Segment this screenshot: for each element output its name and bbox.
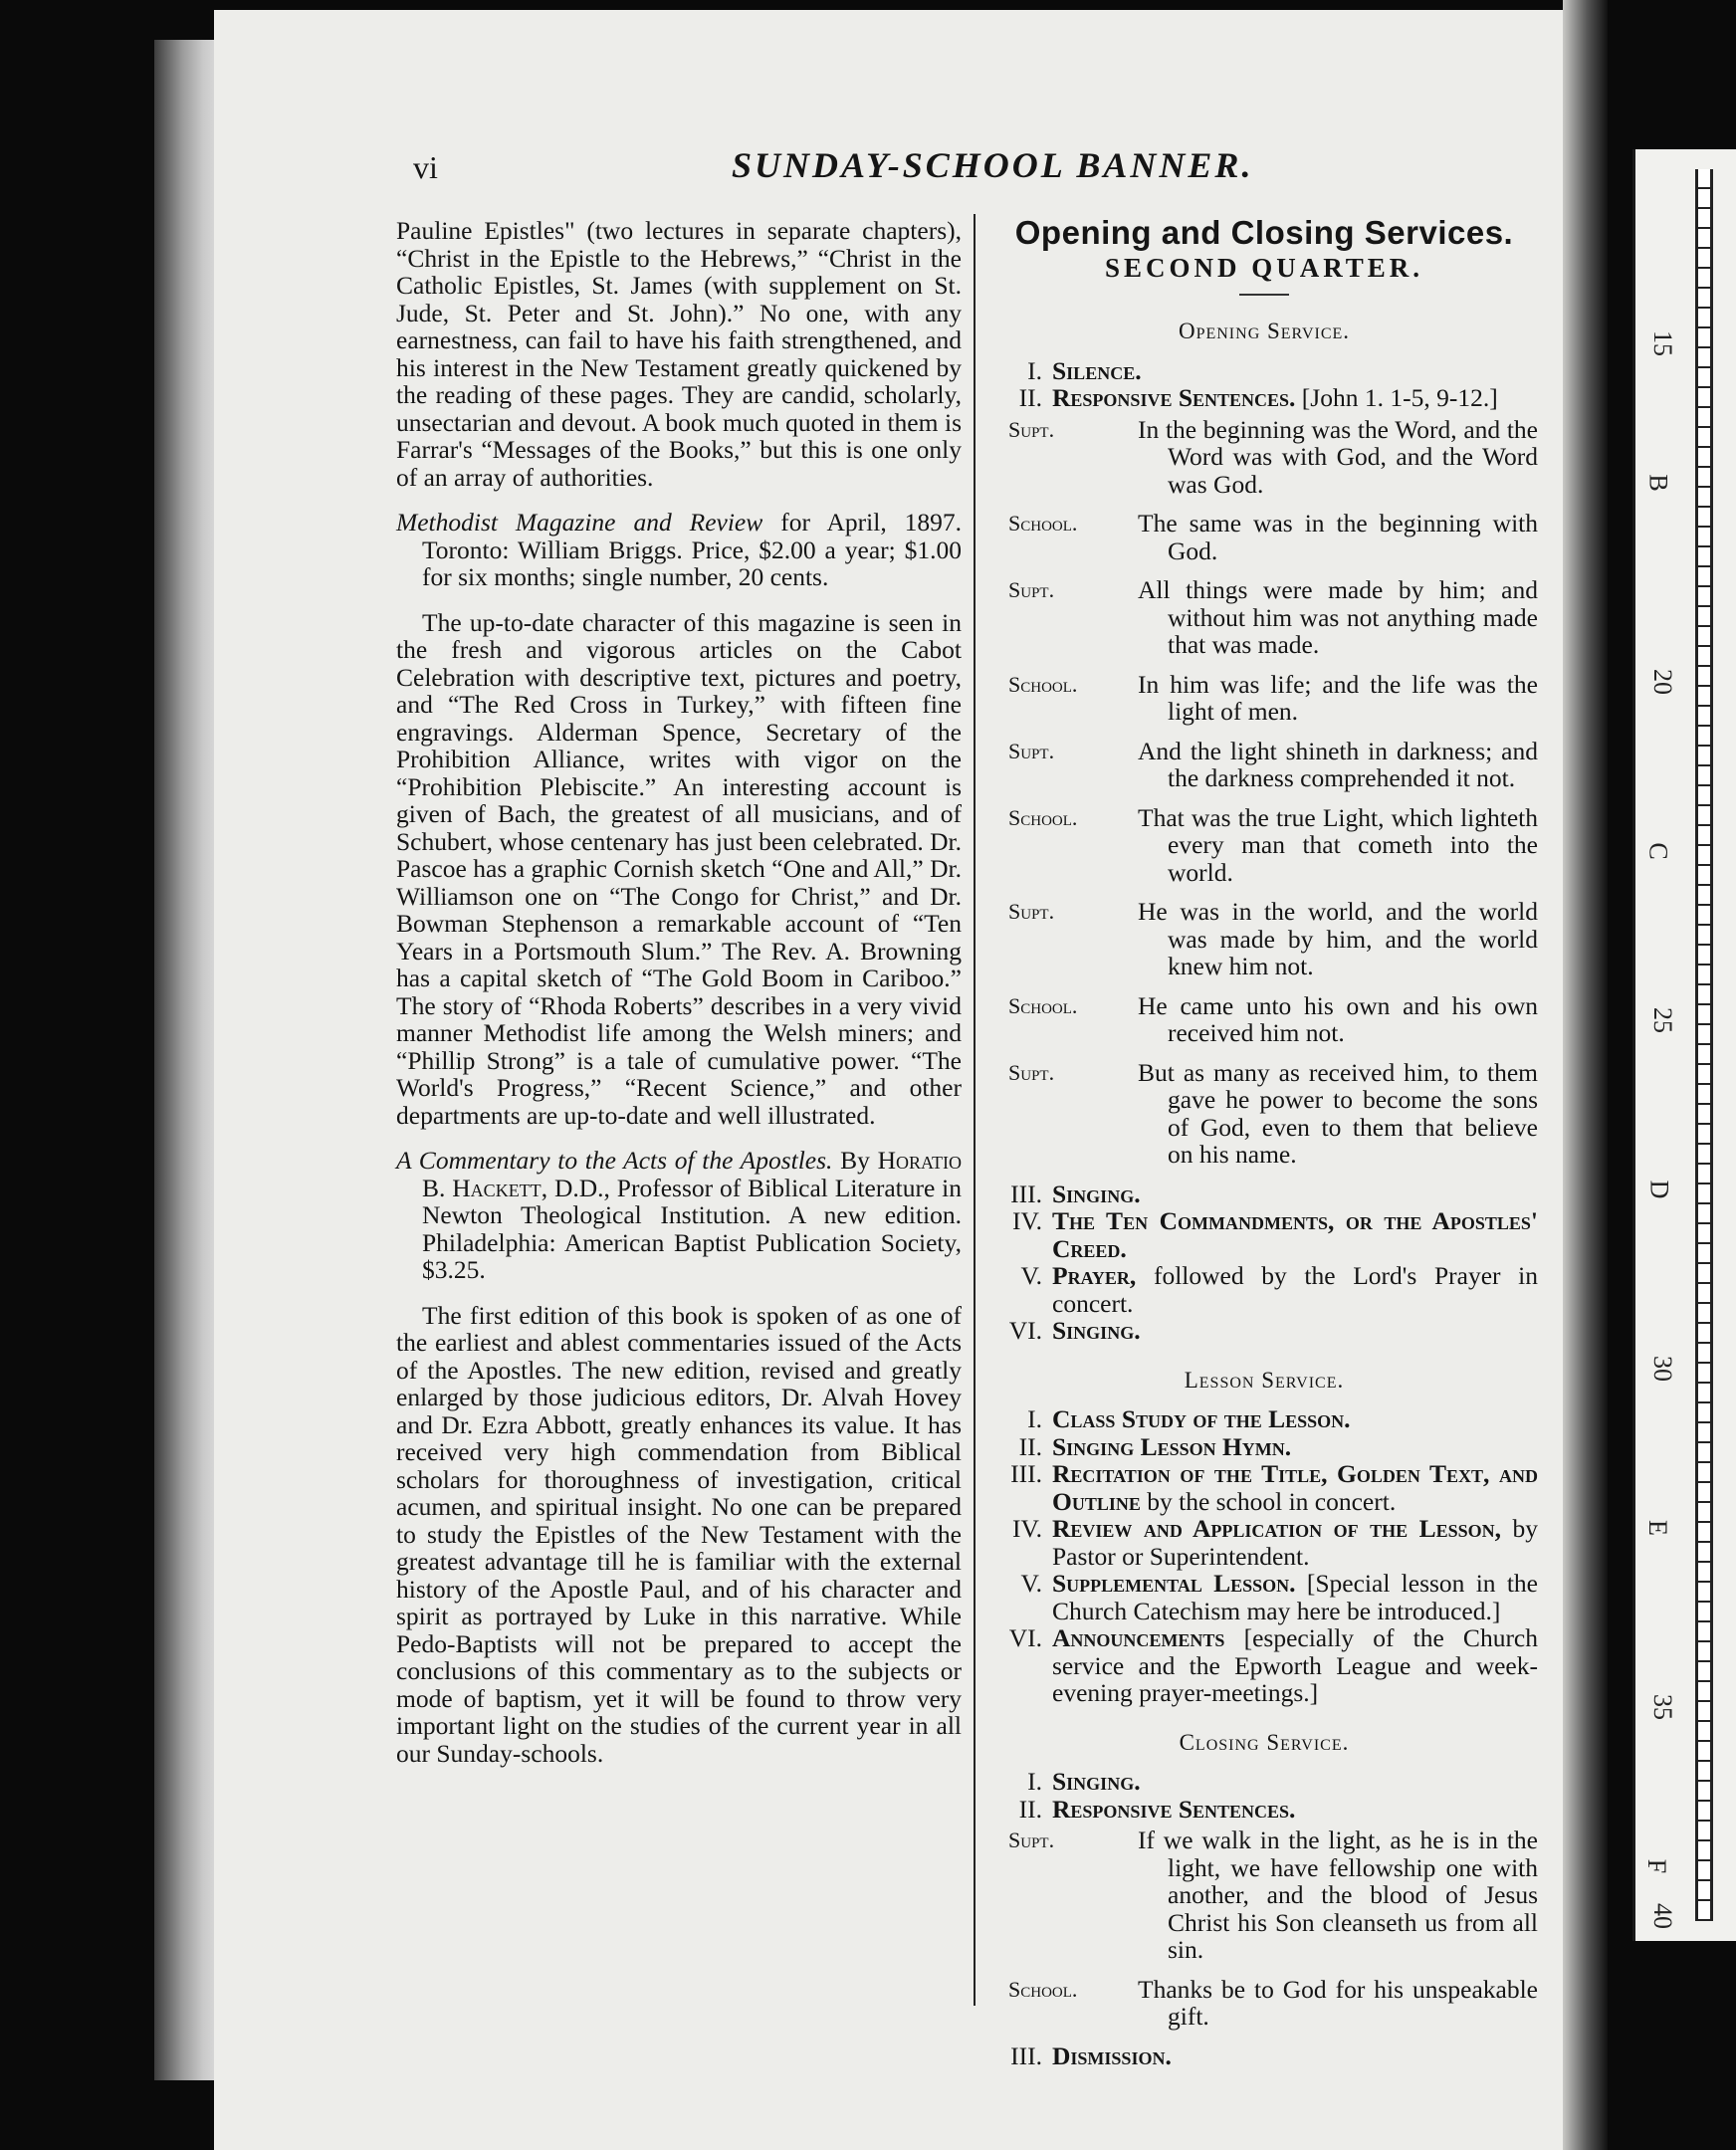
service-item [990, 1515, 1538, 1570]
closing-service-heading: Closing Service. [1179, 1729, 1350, 1755]
response-line [990, 1976, 1538, 2031]
response-line [990, 898, 1538, 980]
speaker: Supt. [1008, 738, 1055, 763]
map-strip [1632, 149, 1736, 1941]
item-number: IV. [1012, 1514, 1042, 1543]
item-detail: [especially of the Church service and the Epworth League and week-evening prayer-meetings.] [1052, 1623, 1538, 1707]
speaker: School. [1008, 804, 1078, 830]
speaker: Supt. [1008, 416, 1055, 442]
entry-author: Horatio B. Hackett [422, 1146, 963, 1202]
service-item [990, 1796, 1538, 1824]
map-border-rail [1695, 169, 1713, 1921]
page-number: vi [413, 149, 438, 185]
speaker: School. [1008, 511, 1078, 536]
item-heading: Class Study of the Lesson. [1052, 1404, 1351, 1433]
response-text: The same was in the beginning with God. [1138, 509, 1538, 565]
service-item [990, 1181, 1538, 1208]
map-label: B [1643, 474, 1673, 492]
map-label: D [1644, 1180, 1674, 1199]
entry-by: By [840, 1146, 870, 1175]
item-heading: The Ten Commandments, or the Apostles' Creed. [1052, 1206, 1538, 1263]
service-item [990, 357, 1538, 385]
item-number: V. [1020, 1261, 1042, 1290]
response-text: Thanks be to God for his unspeakable gift. [1138, 1974, 1538, 2031]
speaker: School. [1008, 992, 1078, 1018]
speaker: School. [1008, 671, 1078, 697]
item-detail: by Pastor or Superintendent. [1052, 1514, 1539, 1571]
item-heading: Dismission. [1052, 2041, 1172, 2070]
item-number: VI. [1008, 1316, 1042, 1345]
item-heading: Singing. [1052, 1316, 1141, 1345]
response-text: That was the true Light, which lighteth every man that cometh into the world. [1138, 802, 1538, 887]
item-number: VI. [1008, 1623, 1042, 1652]
review-paragraph: The first edition of this book is spoken of as one of the earliest and ablest commentaries issued of the Acts of the Apostles. The new edition, revised and greatly enlarged by those judicious editors, Dr. Alvah Hovey and Dr. Ezra Abbott, greatly enhances its value. It has received very high commendation from Biblical scholars for thoroughness of investigation, critical acumen, and spiritual insight. No one can be prepared to study the Epistles of the New Testament with the greatest advantage till he is familiar with the external history of the Apostle Paul, and of his character and spirit as portrayed by Luke in this narrative. While Pedo-Baptists will not be prepared to accept the conclusions of this commentary as to the subjects or mode of baptism, yet it will be found to throw very important light on the studies of the current year in all our Sunday-schools. [396, 1300, 962, 1768]
short-rule [1239, 294, 1289, 296]
book-entry [396, 509, 962, 591]
services-title: Opening and Closing Services. [1014, 214, 1514, 251]
book-entry [396, 1147, 962, 1284]
service-item [990, 1460, 1538, 1515]
response-line [990, 992, 1538, 1047]
item-detail: followed by the Lord's Prayer in concert. [1052, 1261, 1538, 1318]
service-item [990, 1317, 1538, 1345]
speaker: School. [1008, 1976, 1078, 2002]
service-item [990, 1207, 1538, 1262]
response-line [990, 1827, 1538, 1964]
item-heading: Review and Application of the Lesson, [1052, 1514, 1502, 1543]
item-number: III. [1010, 1459, 1042, 1488]
quarter-subtitle: SECOND QUARTER. [1104, 252, 1424, 283]
response-text: In him was life; and the life was the light of men. [1138, 669, 1538, 726]
item-heading: Recitation of the Title, Golden Text, and Outline [1052, 1459, 1538, 1516]
response-text: And the light shineth in darkness; and the darkness comprehended it not. [1138, 736, 1538, 792]
item-heading: Supplemental Lesson. [1052, 1569, 1296, 1598]
response-line [990, 671, 1538, 726]
map-label: F [1642, 1858, 1672, 1874]
map-label: 15 [1648, 330, 1677, 356]
service-item [990, 384, 1538, 412]
item-detail: [Special lesson in the Church Catechism may here be introduced.] [1052, 1569, 1538, 1625]
item-number: II. [1018, 383, 1042, 412]
map-label: C [1643, 842, 1673, 860]
response-line [990, 738, 1538, 792]
item-heading: Responsive Sentences. [1052, 1794, 1296, 1824]
service-item [990, 1433, 1538, 1461]
right-column [990, 214, 1539, 2070]
running-title: SUNDAY-SCHOOL BANNER. [732, 145, 1254, 185]
response-line [990, 804, 1538, 887]
speaker: Supt. [1008, 1828, 1055, 1852]
response-line [990, 416, 1538, 499]
item-heading: Announcements [1052, 1623, 1225, 1652]
map-label: 30 [1648, 1356, 1677, 1382]
map-label: 35 [1648, 1694, 1677, 1720]
left-column [396, 217, 962, 1785]
response-text: He was in the world, and the world was made by him, and the world knew him not. [1138, 897, 1538, 980]
map-label: E [1642, 1520, 1672, 1536]
entry-details: , D.D., Professor of Biblical Literature in Newton Theological Institution. A new edition. Philadelphia: American Baptist Publication Society, $3.25. [422, 1173, 962, 1284]
service-item [990, 1624, 1538, 1707]
speaker: Supt. [1008, 1059, 1055, 1085]
response-line [990, 576, 1538, 659]
item-number: I. [1027, 355, 1042, 385]
item-number: I. [1027, 1404, 1042, 1433]
item-detail: by the school in concert. [1140, 1486, 1397, 1516]
map-label: 40 [1648, 1903, 1677, 1929]
opening-service-heading: Opening Service. [1178, 319, 1351, 343]
service-item [990, 1768, 1538, 1796]
entry-title: A Commentary to the Acts of the Apostles. [396, 1146, 833, 1175]
book-gutter [1563, 0, 1608, 2150]
item-heading: Singing. [1052, 1179, 1141, 1208]
item-heading: Prayer, [1052, 1261, 1137, 1290]
column-rule [974, 214, 976, 2006]
service-item [990, 1262, 1538, 1317]
item-number: II. [1018, 1431, 1042, 1461]
item-number: II. [1018, 1794, 1042, 1824]
entry-title: Methodist Magazine and Review [396, 508, 763, 537]
response-text: If we walk in the light, as he is in the light, we have fellowship one with another, and the blood of Jesus Christ his Son cleanseth us from all sin. [1138, 1826, 1538, 1964]
response-line [990, 510, 1538, 564]
item-number: III. [1010, 1179, 1042, 1208]
service-item [990, 2042, 1538, 2070]
item-number: III. [1010, 2041, 1042, 2070]
response-text: He came unto his own and his own received him not. [1138, 990, 1538, 1047]
item-heading: Silence. [1052, 355, 1142, 385]
item-number: IV. [1012, 1206, 1042, 1235]
speaker: Supt. [1008, 899, 1055, 924]
item-heading: Responsive Sentences. [1052, 383, 1296, 412]
response-text: But as many as received him, to them gave he power to become the sons of God, even to them that believe on his name. [1138, 1057, 1538, 1169]
entry-details: for April, 1897. Toronto: William Briggs. Price, $2.00 a year; $1.00 for six months; single number, 20 cents. [422, 508, 963, 591]
item-heading: Singing. [1052, 1767, 1141, 1796]
service-item [990, 1405, 1538, 1433]
response-text: All things were made by him; and without him was not anything made that was made. [1138, 575, 1538, 659]
map-label: 25 [1648, 1007, 1677, 1033]
service-item [990, 1570, 1538, 1624]
lesson-service-heading: Lesson Service. [1184, 1367, 1345, 1393]
speaker: Supt. [1008, 577, 1055, 602]
review-paragraph: The up-to-date character of this magazine is seen in the fresh and vigorous articles on the Cabot Celebration with descriptive text, pictures and poetry, and “The Red Cross in Turkey,” with fifteen fine engravings. Alderman Spence, Secretary of the Prohibition Alliance, writes with vigor on the “Prohibition Plebiscite.” An interesting account is given of Bach, the greatest of all musicians, and of Schubert, whose centenary has just been celebrated. Dr. Pascoe has a graphic Cornish sketch “One and All,” Dr. Williamson one on “The Congo for Christ,” and Dr. Bowman Stephenson a remarkable account of “Ten Years in a Portsmouth Slum.” The Rev. A. Browning has a capital sketch of “The Gold Boom in Cariboo.” The story of “Rhoda Roberts” describes in a very vivid manner Methodist life among the Welsh miners; and “Phillip Strong” is a tale of cumulative power. “The World's Progress,” “Recent Science,” and other departments are up-to-date and well illustrated. [396, 607, 962, 1130]
item-number: I. [1027, 1767, 1042, 1796]
item-number: V. [1020, 1569, 1042, 1598]
response-line [990, 1059, 1538, 1169]
map-label: 20 [1648, 669, 1677, 695]
scripture-reference: [John 1. 1-5, 9-12.] [1295, 383, 1498, 412]
item-heading: Singing Lesson Hymn. [1052, 1431, 1292, 1461]
review-paragraph: Pauline Epistles" (two lectures in separate chapters), “Christ in the Epistle to the Hebrews,” “Christ in the Catholic Epistles, St. James (with supplement on St. Jude, St. Peter and St. John).” No one, with any earnestness, can fail to have his faith strengthened, and his interest in the New Testament greatly quickened by the reading of these pages. They are candid, scholarly, unsectarian and devout. A book much quoted in them is Farrar's “Messages of the Books,” but this is one only of an array of authorities. [396, 216, 962, 492]
response-text: In the beginning was the Word, and the Word was with God, and the Word was God. [1138, 414, 1538, 499]
